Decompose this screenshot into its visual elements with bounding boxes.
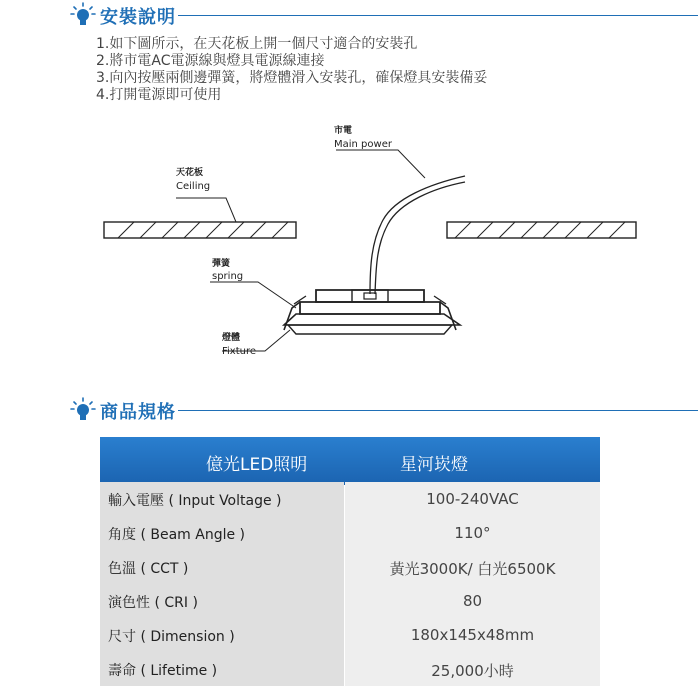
spec-header-brand: 億光LED照明 [206,455,308,475]
power-label-zh: 市電 [334,126,353,136]
fixture-label-zh: 燈體 [222,333,241,343]
table-row [100,550,600,585]
specs-title-rule [178,410,698,411]
lightbulb-icon [70,397,96,423]
ceiling-hatch-left [118,222,288,238]
install-step: 2.將市電AC電源線與燈具電源線連接 [96,53,325,69]
spec-table [100,437,600,689]
spec-value: 80 [462,592,483,610]
spec-value: 110° [454,524,491,542]
ceiling-label-en: Ceiling [176,181,211,192]
table-row [100,652,600,687]
spec-label: 角度 ( Beam Angle ) [108,527,245,543]
spring-label-zh: 彈簧 [212,259,231,269]
install-title: 安裝說明 [100,7,176,28]
install-steps [96,36,487,104]
ceiling-slab-right [447,222,636,238]
spec-label: 壽命 ( Lifetime ) [108,663,218,679]
install-title-rule [178,15,698,16]
installation-diagram [0,118,698,368]
ceiling-label-zh: 天花板 [176,168,204,178]
spec-value: 180x145x48mm [410,626,535,644]
install-step: 1.如下圖所示，在天花板上開一個尺寸適合的安裝孔 [96,36,418,52]
spec-table-header [100,437,600,485]
power-label-en: Main power [334,139,392,150]
spec-header-product: 星河崁燈 [400,455,468,475]
table-row [100,618,600,653]
install-step: 3.向內按壓兩側邊彈簧，將燈體滑入安裝孔，確保燈具安裝備妥 [96,70,488,86]
specs-title: 商品規格 [100,402,176,423]
install-step: 4.打開電源即可使用 [96,87,222,103]
spring-label-en: spring [212,271,244,282]
spec-label: 尺寸 ( Dimension ) [108,629,235,645]
table-row [100,482,600,517]
fixture-label-en: Fixture [222,346,257,357]
table-row [100,516,600,551]
spec-label: 色溫 ( CCT ) [108,561,189,577]
ceiling-slab-left [104,222,296,238]
spec-value: 100-240VAC [426,490,519,508]
spec-value: 25,000小時 [431,662,514,680]
table-row [100,584,600,619]
spec-value: 黃光3000K/ 白光6500K [389,560,556,578]
lightbulb-icon [70,2,96,28]
ceiling-hatch-right [455,222,625,238]
spec-label: 輸入電壓 ( Input Voltage ) [108,493,282,509]
spec-label: 演色性 ( CRI ) [108,595,198,611]
